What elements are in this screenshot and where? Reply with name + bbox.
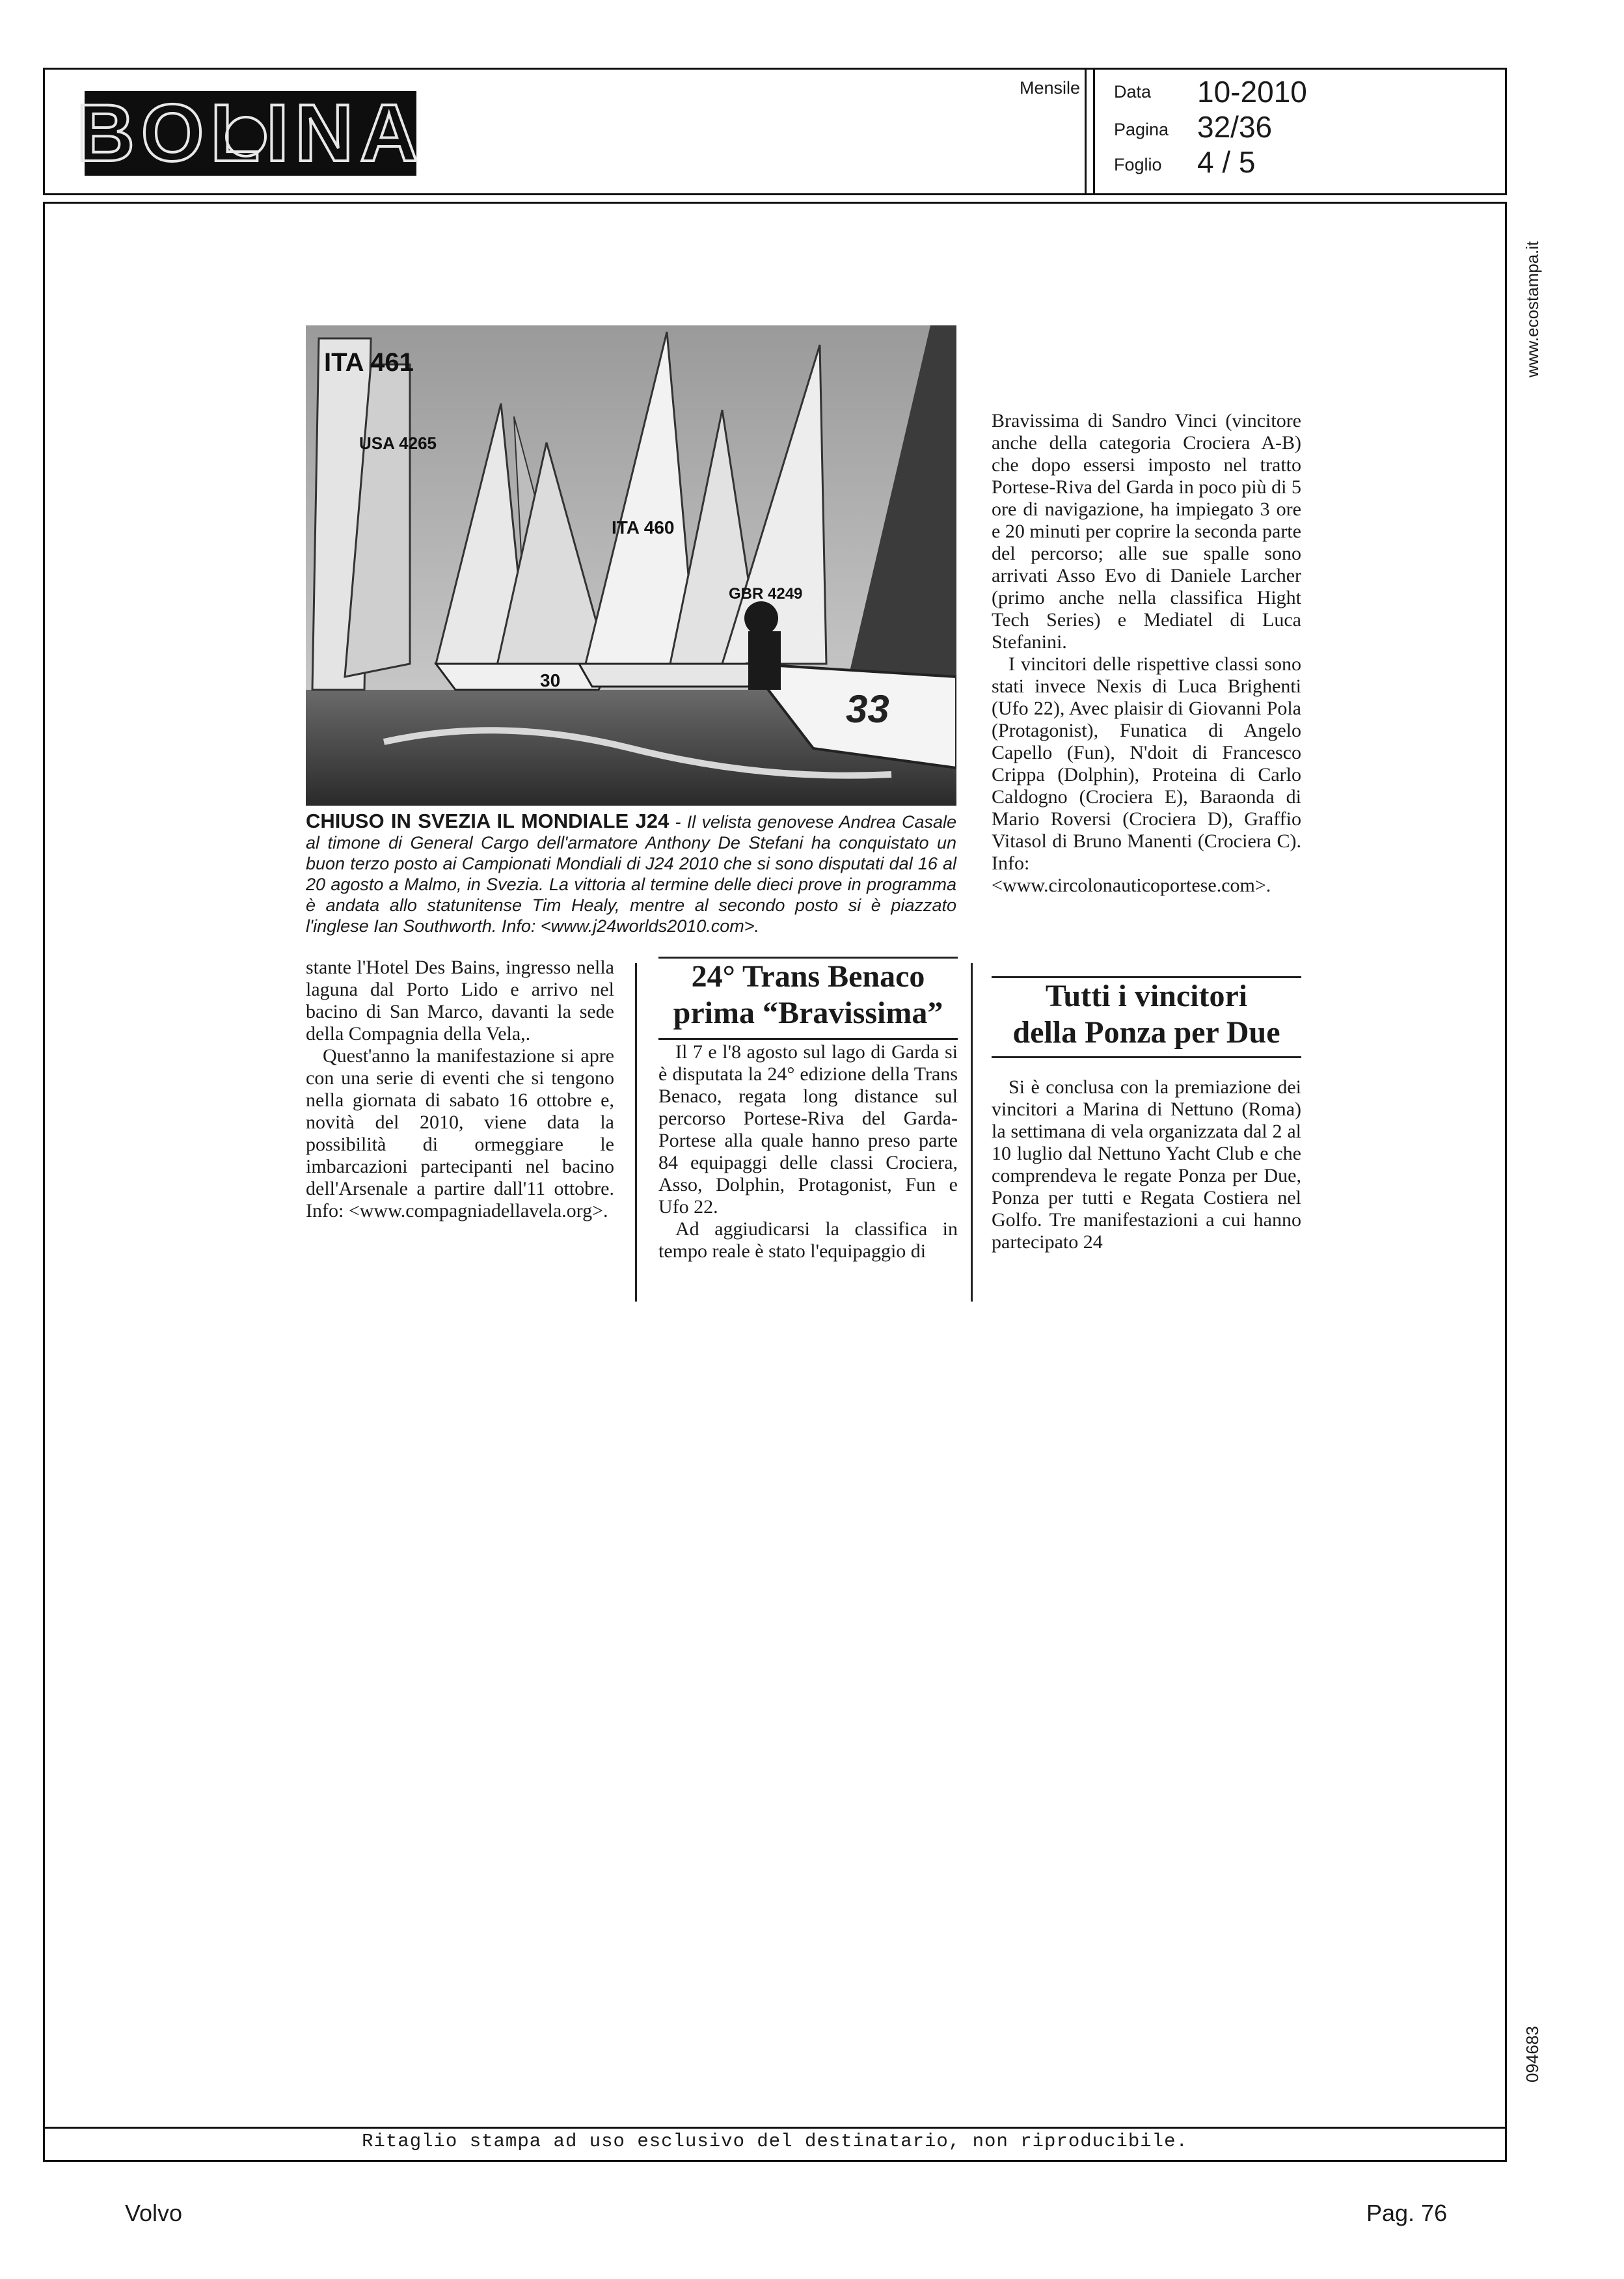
caption-title: CHIUSO IN SVEZIA IL MONDIALE J24 xyxy=(306,810,670,832)
caption-body: - Il velista genovese Andrea Casale al timone di General Cargo dell'armatore Anthony De Stefani ha conquistato un buon terzo posto ai Campionati Mondiali di J24 2010 che si sono disputati dal 16 al 20 agosto a Malmo, in Svezia. La vittoria al termine delle dieci prove in programma è andata allo statunitense Tim Healy, mentre al secondo posto si è piazzato l'inglese Ian Southworth. Info: <www.j24worlds2010.com>. xyxy=(306,812,956,936)
crew-body xyxy=(748,631,781,690)
logo-text: BOLINA xyxy=(76,89,425,178)
page-footer-client: Volvo xyxy=(125,2200,183,2226)
ponza-headline-line-2: della Ponza per Due xyxy=(1012,1015,1280,1050)
trans-benaco-headline-line-1: 24° Trans Benaco xyxy=(691,959,925,994)
bolina-logo xyxy=(76,89,425,178)
regatta-photo xyxy=(306,325,956,806)
ponza-headline-line-1: Tutti i vincitori xyxy=(1045,979,1248,1013)
col3-paragraph-1: Bravissima di Sandro Vinci (vincitore anche della categoria Crociera A-B) che dopo essersi imposto nel tratto Portese-Riva del Garda in poco più di 5 ore di navigazione, ha impiegato 3 ore e 20 minuti per coprire la seconda parte del percorso; alle sue spalle sono arrivati Asso Evo di Daniele Larcher (primo anche nella classifica Hight Tech Series) e Mediatel di Luca Stefanini. xyxy=(992,410,1301,653)
sail-number-gbr-4249: GBR 4249 xyxy=(729,585,803,603)
reproduction-notice: Ritaglio stampa ad uso esclusivo del destinatario, non riproducibile. xyxy=(362,2131,1188,2152)
pagina-value: 32/36 xyxy=(1197,110,1273,144)
sail-number-ita-460: ITA 460 xyxy=(612,517,675,538)
foglio-value: 4 / 5 xyxy=(1197,145,1256,179)
col1-paragraph-1: stante l'Hotel Des Bains, ingresso nella laguna dal Porto Lido e arrivo nel bacino di San Marco, davanti la sede della Compagnia della Vela,. xyxy=(306,957,614,1044)
logo-emblem-icon xyxy=(225,116,267,157)
hull-number-30: 30 xyxy=(540,670,561,690)
crew-head xyxy=(744,601,778,635)
column-rule-2 xyxy=(971,963,973,1302)
ponza-headline xyxy=(992,976,1301,1058)
trans-benaco-headline-line-2: prima “Bravissima” xyxy=(673,996,943,1030)
hull-number-33: 33 xyxy=(846,687,889,731)
column-rule-1 xyxy=(635,963,637,1302)
col2-paragraph-2: Ad aggiudicarsi la classifica in tempo reale è stato l'equipaggio di xyxy=(658,1218,958,1262)
article-column-1 xyxy=(306,957,614,1222)
col2-paragraph-1: Il 7 e l'8 agosto sul lago di Garda si è disputata la 24° edizione della Trans Benaco, regata long distance sul percorso Portese-Riva del Garda-Portese alla quale hanno preso parte 84 equipaggi delle classi Crociera, Asso, Dolphin, Protagonist, Fun e Ufo 22. xyxy=(658,1041,958,1218)
info-cell-divider xyxy=(1093,68,1098,195)
page-footer-number: Pag. 76 xyxy=(1366,2200,1448,2226)
col3-paragraph-2: I vincitori delle rispettive classi sono stati invece Nexis di Luca Brighenti (Ufo 22), Avec plaisir di Giovanni Pola (Protagonist), Funatica di Angelo Capello (Fun), N'doit di Francesco Crippa (Dolphin), Proteina di Carlo Caldogno (Crociera E), Baraonda di Mario Roversi (Crociera D), Graffio Vitasol di Bruno Manenti (Crociera C). Info: <www.circolonauticoportese.com>. xyxy=(992,653,1301,896)
side-url: www.ecostampa.it xyxy=(1522,241,1542,377)
article-column-3-continued xyxy=(992,1076,1301,1253)
pagina-label: Pagina xyxy=(1114,120,1169,139)
foglio-label: Foglio xyxy=(1114,155,1162,174)
trans-benaco-headline xyxy=(658,957,958,1040)
footer-rule xyxy=(43,2127,1507,2129)
article-column-3 xyxy=(992,410,1301,897)
col1-paragraph-2: Quest'anno la manifestazione si apre con una serie di eventi che si tengono nella giornata di sabato 16 ottobre e, novità del 2010, viene data la possibilità di ormeggiare le imbarcazioni partecipanti nel bacino dell'Arsenale a partire dall'11 ottobre. Info: <www.compagniadellavela.org>. xyxy=(306,1045,614,1221)
data-value: 10-2010 xyxy=(1197,75,1307,109)
hull-right xyxy=(579,664,761,687)
photo-caption xyxy=(306,811,956,936)
ponza-headline-rule-bottom xyxy=(992,1056,1301,1058)
periodicity: Mensile xyxy=(1019,78,1080,98)
sail-number-usa-4265: USA 4265 xyxy=(359,433,437,453)
regatta-photo-drawing xyxy=(306,325,956,806)
side-code: 094683 xyxy=(1522,2026,1542,2082)
article-column-2 xyxy=(658,1041,958,1262)
data-label: Data xyxy=(1114,82,1152,102)
headline-rule-bottom xyxy=(658,1038,958,1040)
sail-number-ita-461: ITA 461 xyxy=(324,348,414,377)
col3-paragraph-3: Si è conclusa con la premiazione dei vincitori a Marina di Nettuno (Roma) la settimana di vela organizzata dal 2 al 10 luglio dal Nettuno Yacht Club e che comprendeva le regate Ponza per Due, Ponza per tutti e Regata Costiera nel Golfo. Tre manifestazioni a cui hanno partecipato 24 xyxy=(992,1076,1301,1253)
